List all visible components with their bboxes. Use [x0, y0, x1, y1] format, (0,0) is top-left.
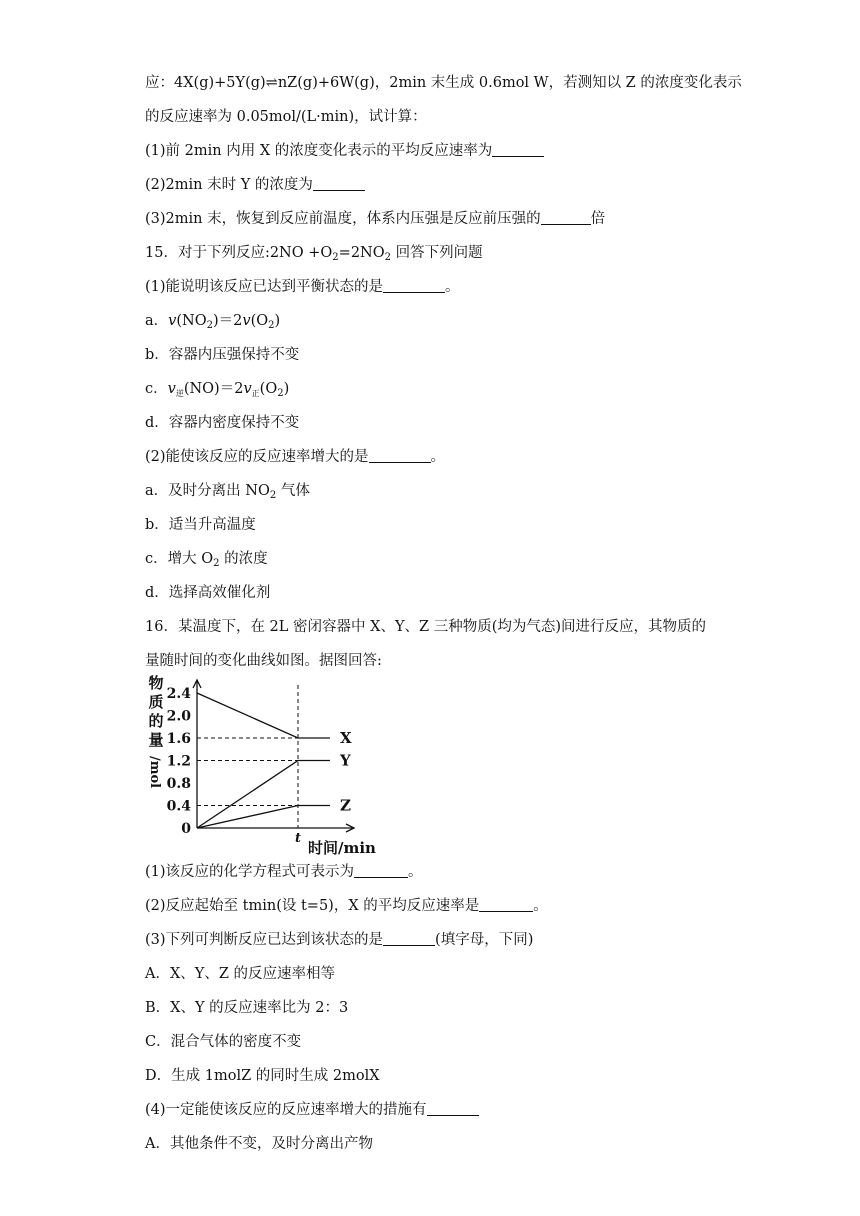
y-axis-label-unit: /mol — [147, 756, 162, 789]
opt-text: 气体 — [276, 483, 310, 499]
q15-part2-text: (2)能使该反应的反应速率增大的是 — [145, 449, 369, 465]
series-line-z — [197, 806, 330, 829]
opt-text: a． — [145, 313, 169, 329]
opt-text: a．及时分离出 NO — [145, 483, 270, 499]
q16-option-b: B．X、Y 的反应速率比为 2：3 — [145, 1000, 349, 1016]
opt-sub: 2 — [269, 490, 277, 501]
opt-text: (O — [259, 381, 278, 397]
q15-sub: 2 — [332, 252, 339, 263]
series-line-x — [197, 693, 330, 738]
answer-blank[interactable] — [383, 278, 445, 293]
y-tick-label: 0.8 — [166, 776, 191, 792]
opt-text: (NO — [176, 313, 207, 329]
rate-symbol: v — [168, 313, 177, 329]
q16-option-a: A．X、Y、Z 的反应速率相等 — [145, 966, 336, 982]
q15-part2-end: 。 — [430, 449, 446, 465]
q16-option-c: C．混合气体的密度不变 — [145, 1034, 302, 1050]
q16-part2-text: (2)反应起始至 tmin(设 t=5)，X 的平均反应速率是 — [145, 898, 480, 914]
q15-part2 — [145, 447, 445, 467]
q15-sub: 2 — [384, 252, 391, 263]
answer-blank[interactable] — [354, 863, 408, 878]
q16-part1 — [145, 862, 423, 882]
q14-part2 — [145, 175, 365, 195]
q15-part1-end: 。 — [445, 279, 460, 295]
q14-line1: 应：4X(g)+5Y(g)⇌nZ(g)+6W(g)，2min 末生成 0.6mol W，若测知以 Z 的浓度变化表示 — [145, 75, 742, 91]
q15-stem-b: =2NO — [338, 245, 385, 261]
q16-part4-text: (4)一定能使该反应的反应速率增大的措施有 — [145, 1102, 427, 1118]
opt-text: )＝2 — [212, 313, 243, 329]
y-tick-label: 1.6 — [166, 731, 191, 747]
opt-text: ) — [274, 313, 281, 329]
y-tick-label: 1.2 — [166, 753, 191, 770]
series-label-y: Y — [340, 751, 351, 770]
opt-text: (NO)＝2 — [183, 381, 244, 397]
answer-blank[interactable] — [369, 448, 431, 463]
opt-sub: 2 — [268, 320, 275, 331]
q16-part1-end: 。 — [408, 864, 423, 880]
q16-part1-text: (1)该反应的化学方程式可表示为 — [145, 864, 355, 880]
y-tick-label: 2.0 — [166, 708, 191, 725]
q16-option4-a: A．其他条件不变，及时分离出产物 — [145, 1136, 373, 1152]
q16-part4 — [145, 1100, 479, 1120]
q15-option-b: b．容器内压强保持不变 — [145, 347, 300, 363]
q15-option-d: d．容器内密度保持不变 — [145, 415, 300, 431]
q16-part2 — [145, 896, 548, 916]
answer-blank[interactable] — [313, 176, 365, 191]
y-axis-label-char: 量 — [148, 731, 164, 749]
q14-part1 — [145, 141, 544, 161]
q14-part3-unit: 倍 — [590, 211, 606, 227]
q15-part1 — [145, 277, 460, 297]
rate-symbol: v — [242, 313, 251, 329]
answer-blank[interactable] — [383, 931, 435, 946]
q16-part3-text: (3)下列可判断反应已达到该状态的是 — [145, 932, 384, 948]
opt-text: (O — [250, 313, 269, 329]
q16-option-d: D．生成 1molZ 的同时生成 2molX — [145, 1068, 380, 1084]
q14-part3 — [145, 209, 605, 229]
q16-stem-line2: 量随时间的变化曲线如图。据图回答: — [145, 653, 382, 669]
answer-blank[interactable] — [492, 142, 544, 157]
q15-option-c — [145, 379, 289, 399]
opt-text: c．增大 O — [145, 551, 214, 567]
opt-sub: 逆 — [175, 389, 184, 398]
q14-line2: 的反应速率为 0.05mol/(L·min)，试计算： — [145, 109, 427, 125]
q15-stem — [145, 243, 483, 263]
q14-part3-text: (3)2min 末，恢复到反应前温度，体系内压强是反应前压强的 — [145, 211, 541, 227]
opt-text: 的浓度 — [219, 551, 268, 567]
q15-stem-a: 15．对于下列反应:2NO +O — [145, 245, 333, 261]
q15-option2-d: d．选择高效催化剂 — [145, 585, 271, 601]
y-axis-label-char: 质 — [148, 693, 164, 711]
q15-option-a — [145, 311, 280, 331]
q16-part3-hint: (填字母，下同) — [435, 932, 534, 948]
q15-option2-c — [145, 549, 268, 569]
series-label-x: X — [340, 729, 352, 747]
mole-time-chart — [140, 668, 400, 858]
answer-blank[interactable] — [427, 1101, 479, 1116]
y-tick-label: 2.4 — [166, 686, 191, 702]
series-label-z: Z — [340, 796, 351, 815]
rate-symbol: v — [243, 381, 252, 397]
q15-option2-b: b．适当升高温度 — [145, 517, 256, 533]
opt-text: ) — [283, 381, 290, 397]
y-axis-label-char: 物 — [148, 674, 164, 692]
x-tick-label: t — [295, 831, 302, 846]
q15-option2-a — [145, 481, 310, 501]
q14-part1-text: (1)前 2min 内用 X 的浓度变化表示的平均反应速率为 — [145, 143, 493, 159]
x-axis-label: 时间/min — [308, 839, 376, 857]
y-axis-label-char: 的 — [148, 712, 164, 730]
q14-part2-text: (2)2min 末时 Y 的浓度为 — [145, 177, 313, 193]
q15-part1-text: (1)能说明该反应已达到平衡状态的是 — [145, 279, 384, 295]
y-tick-label: 0.4 — [166, 798, 191, 815]
q16-part2-end: 。 — [533, 898, 548, 914]
series-line-y — [197, 761, 330, 829]
opt-text: c． — [145, 381, 168, 397]
answer-blank[interactable] — [479, 897, 533, 912]
opt-sub: 正 — [251, 389, 260, 398]
answer-blank[interactable] — [541, 210, 591, 225]
y-tick-label: 0 — [181, 821, 191, 837]
opt-sub: 2 — [277, 388, 284, 399]
q15-stem-c: 回答下列问题 — [391, 245, 483, 261]
opt-sub: 2 — [213, 558, 220, 569]
opt-sub: 2 — [206, 320, 213, 331]
q16-stem-line1: 16．某温度下，在 2L 密闭容器中 X、Y、Z 三种物质(均为气态)间进行反应，其物质的 — [145, 619, 707, 635]
q16-part3 — [145, 930, 533, 950]
rate-symbol: v — [167, 381, 176, 397]
